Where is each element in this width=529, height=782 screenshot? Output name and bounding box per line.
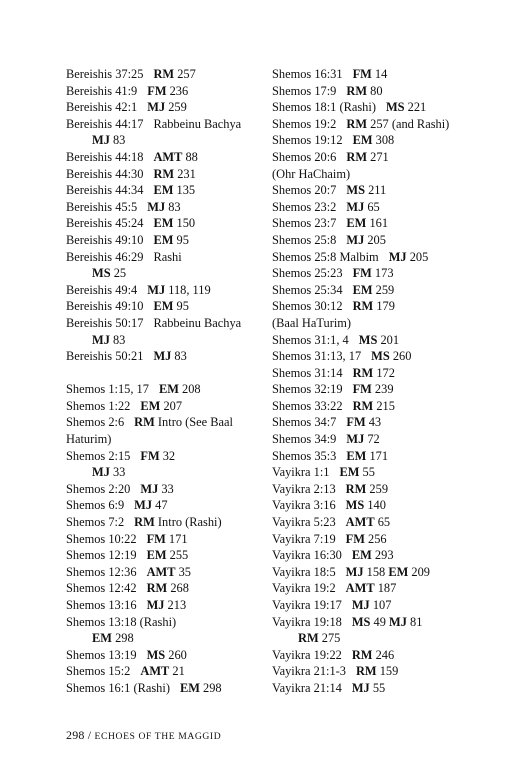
index-entry [272,66,472,83]
index-entry [272,249,472,266]
index-entry [272,282,472,299]
source-abbrev: MJ [147,282,166,297]
index-entry [272,83,472,100]
source-abbrev: EM [146,548,167,563]
index-entry [272,663,472,680]
index-entry [272,414,472,431]
verse-reference: Vayikra 16:30 [272,548,342,563]
index-entry [272,514,472,531]
source-abbrev: MJ [389,614,407,629]
page-ref: 256 [364,531,387,546]
page-ref: 171 [366,448,389,463]
verse-reference: Bereishis 45:24 [66,216,144,231]
verse-reference: Shemos 7:2 [66,515,125,530]
verse-reference: Bereishis 44:30 [66,166,144,181]
page-ref: 95 [173,232,189,247]
page-ref: 221 [404,100,427,115]
source-abbrev: MS [92,266,111,281]
source-abbrev: RM [352,365,374,380]
index-entry [66,647,266,664]
index-entry [66,298,266,315]
page-ref: Rabbeinu Bachya [153,116,242,131]
page-ref: 271 [367,149,389,164]
source-abbrev: AMT [345,581,375,596]
index-entry [272,182,472,199]
page-ref: 172 [373,365,395,380]
page-ref: 209 [408,564,430,579]
verse-reference: Vayikra 19:17 [272,598,342,612]
source-abbrev: MJ [346,199,365,214]
source-abbrev: EM [339,465,360,480]
source-abbrev: FM [346,415,366,430]
verse-reference: Vayikra 5:23 [272,515,336,530]
index-entry [66,381,266,398]
verse-reference: Shemos 35:3 [272,448,337,463]
index-entry [272,431,472,448]
source-abbrev: EM [153,216,174,231]
source-abbrev: RM [153,166,175,181]
index-entry [66,514,266,531]
verse-reference: Vayikra 3:16 [272,498,336,513]
source-abbrev: MJ [153,349,172,364]
source-abbrev: EM [351,548,372,563]
verse-reference: Vayikra 19:22 [272,647,342,662]
index-entry [272,332,472,349]
page-ref: 83 [165,199,181,214]
verse-reference: Shemos 31:14 [272,365,343,380]
page-ref: 140 [364,498,386,513]
source-abbrev: RM [346,116,368,131]
entry-continuation [66,332,266,349]
page-ref: 268 [167,581,189,596]
index-entry [66,547,266,564]
page-ref: 118, 119 [165,282,211,297]
source-abbrev: EM [388,564,409,579]
index-entry [272,99,472,116]
verse-reference: Bereishis 41:9 [66,83,138,98]
verse-reference: Shemos 6:9 [66,498,125,513]
source-abbrev: MS [371,349,390,364]
verse-reference: Vayikra 21:1-3 [272,664,346,679]
page-number: 298 [66,728,85,742]
page-ref: 308 [372,133,395,148]
page-ref: 55 [369,680,386,695]
index-entry [66,680,266,697]
page-ref: 14 [371,67,388,81]
verse-reference: Shemos 20:7 [272,183,337,198]
source-abbrev: EM [92,631,112,646]
index-entry [66,448,266,481]
source-abbrev: MS [346,183,365,198]
index-entry [272,497,472,514]
verse-reference: Shemos 15:2 [66,664,131,679]
index-entry [272,348,472,365]
page-ref: 187 [374,581,397,596]
source-abbrev: MJ [92,133,110,148]
page-ref: 33 [158,481,174,496]
source-abbrev: RM [355,664,377,679]
page-ref: 259 [366,481,389,496]
verse-reference: Bereishis 49:10 [66,232,144,247]
verse-reference: Bereishis 46:29 [66,249,144,264]
verse-reference: Bereishis 44:18 [66,149,144,164]
page-ref: 260 [165,647,187,662]
page-ref: 205 [364,232,386,247]
verse-reference: Shemos 12:42 [66,581,137,596]
page-ref: 293 [371,548,394,563]
page-ref: 213 [164,598,187,612]
index-entry [66,282,266,299]
source-abbrev: FM [352,266,372,281]
entry-continuation: (Baal HaTurim) [272,315,352,330]
verse-reference: Shemos 13:18 (Rashi) [66,614,177,629]
index-entry [66,597,266,614]
page-ref: 208 [178,382,201,397]
verse-reference: Shemos 10:22 [66,531,137,546]
source-abbrev: FM [345,531,365,546]
page-ref: 173 [371,266,394,281]
verse-reference: Vayikra 19:2 [272,581,336,596]
entry-continuation [66,630,266,647]
source-abbrev: EM [352,133,373,148]
page-ref: 35 [175,564,191,579]
index-entry [66,182,266,199]
source-abbrev: FM [147,83,167,98]
source-abbrev: FM [352,382,372,397]
source-abbrev: AMT [345,515,375,530]
verse-reference: Shemos 2:15 [66,448,131,463]
page-ref: 298 [111,631,134,646]
page-ref: 159 [376,664,399,679]
page-ref: 298 [199,680,222,695]
verse-reference: Bereishis 45:5 [66,199,138,214]
page-ref: 158 [363,564,389,579]
index-entry [272,116,472,133]
source-abbrev: MJ [134,498,153,513]
verse-reference: Shemos 12:19 [66,548,137,563]
source-abbrev: MJ [345,564,364,579]
page-ref: 83 [171,349,187,364]
source-abbrev: MS [146,647,166,662]
verse-reference: Shemos 33:22 [272,398,343,413]
page-ref: 88 [182,149,198,164]
page-ref: 260 [389,349,412,364]
source-abbrev: EM [140,398,161,413]
page-ref: 95 [173,299,189,314]
page-ref: 43 [365,415,382,430]
verse-reference: Shemos 2:6 [66,415,125,430]
source-abbrev: RM [345,481,367,496]
index-entry [66,564,266,581]
entry-continuation: Haturim) [66,432,112,447]
page-ref: 246 [372,647,395,662]
verse-reference: Shemos 16:1 (Rashi) [66,680,170,695]
source-abbrev: FM [352,67,372,81]
verse-reference: Shemos 19:12 [272,133,343,148]
index-entry [66,232,266,249]
verse-reference: Bereishis 49:4 [66,282,138,297]
verse-reference: Shemos 25:8 Malbim [272,249,379,264]
verse-reference: Shemos 13:19 [66,647,137,662]
verse-reference: Bereishis 44:17 [66,116,144,131]
source-abbrev: RM [352,398,374,413]
source-abbrev: MJ [346,232,365,247]
verse-reference: Vayikra 7:19 [272,531,336,546]
index-entry [272,614,472,647]
page-ref: 171 [165,531,188,546]
source-abbrev: RM [146,581,168,596]
index-entry [272,365,472,382]
index-entry [272,298,472,331]
index-entry [272,481,472,498]
page-ref: 83 [109,332,126,347]
verse-reference: Shemos 23:7 [272,216,337,231]
source-abbrev: MJ [388,249,407,264]
verse-reference: Bereishis 42:1 [66,100,138,115]
index-entry [66,99,266,116]
source-abbrev: RM [134,415,155,430]
index-entry [66,497,266,514]
source-abbrev: RM [153,67,175,81]
source-abbrev: RM [346,83,368,98]
page-ref: 255 [166,548,189,563]
index-column-right [272,66,472,697]
page-ref: 161 [366,216,389,231]
source-abbrev: MJ [146,598,165,612]
page-ref: Intro (Rashi) [154,515,222,530]
source-abbrev: EM [153,299,174,314]
source-abbrev: RM [298,631,319,646]
verse-reference: Shemos 23:2 [272,199,337,214]
verse-reference: Bereishis 49:10 [66,299,144,314]
page-ref: 49 [370,614,390,629]
source-abbrev: MS [351,614,371,629]
entry-continuation [66,265,266,282]
verse-reference: Vayikra 18:5 [272,564,336,579]
source-abbrev: RM [352,299,374,314]
source-abbrev: MJ [351,598,370,612]
page-ref: 215 [373,398,395,413]
verse-reference: Vayikra 21:14 [272,680,342,695]
source-abbrev: EM [346,448,367,463]
index-entry [272,381,472,398]
index-entry [272,564,472,581]
page-ref: 259 [372,282,395,297]
page-ref: 21 [169,664,185,679]
page-ref: 179 [373,299,395,314]
index-entry [66,66,266,83]
index-entry [66,481,266,498]
source-abbrev: RM [351,647,373,662]
page-ref: Rabbeinu Bachya [153,315,242,330]
source-abbrev: AMT [146,564,176,579]
page-ref: 33 [109,465,126,480]
verse-reference: Shemos 19:2 [272,116,337,131]
source-abbrev: MS [358,332,378,347]
source-abbrev: EM [158,382,179,397]
index-entry [66,315,266,348]
entry-continuation [272,630,472,647]
source-abbrev: EM [346,216,367,231]
entry-continuation [66,464,266,481]
index-entry [66,199,266,216]
index-entry [272,265,472,282]
verse-reference: Shemos 25:8 [272,232,337,247]
index-entry [272,580,472,597]
source-abbrev: MJ [147,100,166,115]
index-entry [66,149,266,166]
index-entry [66,614,266,647]
index-entry [66,398,266,415]
index-entry [66,83,266,100]
verse-reference: Bereishis 50:21 [66,349,144,364]
verse-reference: Bereishis 37:25 [66,67,144,81]
index-entry [66,166,266,183]
page-ref: 211 [364,183,387,198]
page-ref: 25 [110,266,127,281]
index-entry [272,680,472,697]
index-entry [272,232,472,249]
verse-reference: Bereishis 50:17 [66,315,144,330]
verse-reference: Shemos 34:7 [272,415,337,430]
source-abbrev: MJ [346,432,365,447]
source-abbrev: EM [153,183,174,198]
source-abbrev: RM [134,515,155,530]
verse-reference: Shemos 25:23 [272,266,343,281]
verse-reference: Shemos 31:1, 4 [272,332,349,347]
page-ref: 207 [160,398,183,413]
page-ref: 65 [364,199,380,214]
page-ref: Rashi [153,249,182,264]
verse-reference: Shemos 30:12 [272,299,343,314]
verse-reference: Shemos 1:22 [66,398,131,413]
page-ref: 275 [318,631,341,646]
index-entry [272,448,472,465]
page-ref: 72 [364,432,380,447]
verse-reference: Shemos 32:19 [272,382,343,397]
source-abbrev: MJ [351,680,370,695]
verse-reference: Shemos 34:9 [272,432,337,447]
verse-reference: Shemos 17:9 [272,83,337,98]
index-entry [272,199,472,216]
verse-reference: Shemos 16:31 [272,67,343,81]
page-ref: Intro (See Baal [154,415,233,430]
page-ref: 150 [173,216,196,231]
source-abbrev: EM [352,282,373,297]
verse-reference: Shemos 1:15, 17 [66,382,149,397]
source-abbrev: AMT [153,149,183,164]
index-entry [66,348,266,365]
source-abbrev: MJ [92,465,110,480]
source-abbrev: RM [346,149,368,164]
page-ref: 65 [374,515,391,530]
page-ref: 239 [371,382,394,397]
page-ref: 205 [406,249,429,264]
verse-reference: Vayikra 19:18 [272,614,342,629]
source-abbrev: EM [179,680,200,695]
page-ref: 257 [174,67,196,81]
source-abbrev: MJ [92,332,110,347]
footer-separator: / [84,728,95,742]
page-ref: 83 [109,133,126,148]
verse-reference: Shemos 25:34 [272,282,343,297]
verse-reference: Vayikra 1:1 [272,465,330,480]
index-entry [66,249,266,282]
book-title: ECHOES OF THE MAGGID [94,731,222,742]
index-entry [272,398,472,415]
verse-reference: Shemos 12:36 [66,564,137,579]
index-entry [66,663,266,680]
index-column-left [66,66,266,697]
source-abbrev: AMT [140,664,170,679]
index-entry [272,149,472,182]
page-ref: 47 [152,498,168,513]
section-spacer [66,365,266,382]
index-entry [272,597,472,614]
source-abbrev: MJ [147,199,166,214]
entry-continuation: (Ohr HaChaim) [272,166,351,181]
page-ref: 231 [174,166,196,181]
page-ref: 259 [165,100,187,115]
index-entry [66,531,266,548]
verse-reference: Shemos 2:20 [66,481,131,496]
index-entry [272,547,472,564]
page-ref: 80 [367,83,383,98]
verse-reference: Shemos 13:16 [66,598,137,612]
page-ref: 236 [166,83,189,98]
source-abbrev: FM [146,531,166,546]
index-entry [66,116,266,149]
page-ref: 32 [159,448,176,463]
page-ref: 257 (and Rashi) [367,116,450,131]
index-entry [272,464,472,481]
page-footer [66,728,221,743]
index-entry [66,414,266,447]
index-entry [66,580,266,597]
verse-reference: Vayikra 2:13 [272,481,336,496]
verse-reference: Shemos 31:13, 17 [272,349,362,364]
page-ref: 201 [377,332,400,347]
source-abbrev: MJ [140,481,159,496]
index-entry [272,215,472,232]
index-entry [272,531,472,548]
index-entry [272,647,472,664]
verse-reference: Bereishis 44:34 [66,183,144,198]
page-ref: 135 [173,183,196,198]
index-entry [66,215,266,232]
entry-continuation [66,132,266,149]
verse-reference: Shemos 18:1 (Rashi) [272,100,376,115]
source-abbrev: EM [153,232,174,247]
verse-reference: Shemos 20:6 [272,149,337,164]
index-entry [272,132,472,149]
page-ref: 81 [406,614,423,629]
source-abbrev: MS [385,100,405,115]
source-abbrev: MS [345,498,365,513]
page-ref: 55 [359,465,375,480]
source-abbrev: FM [140,448,160,463]
page-ref: 107 [369,598,392,612]
